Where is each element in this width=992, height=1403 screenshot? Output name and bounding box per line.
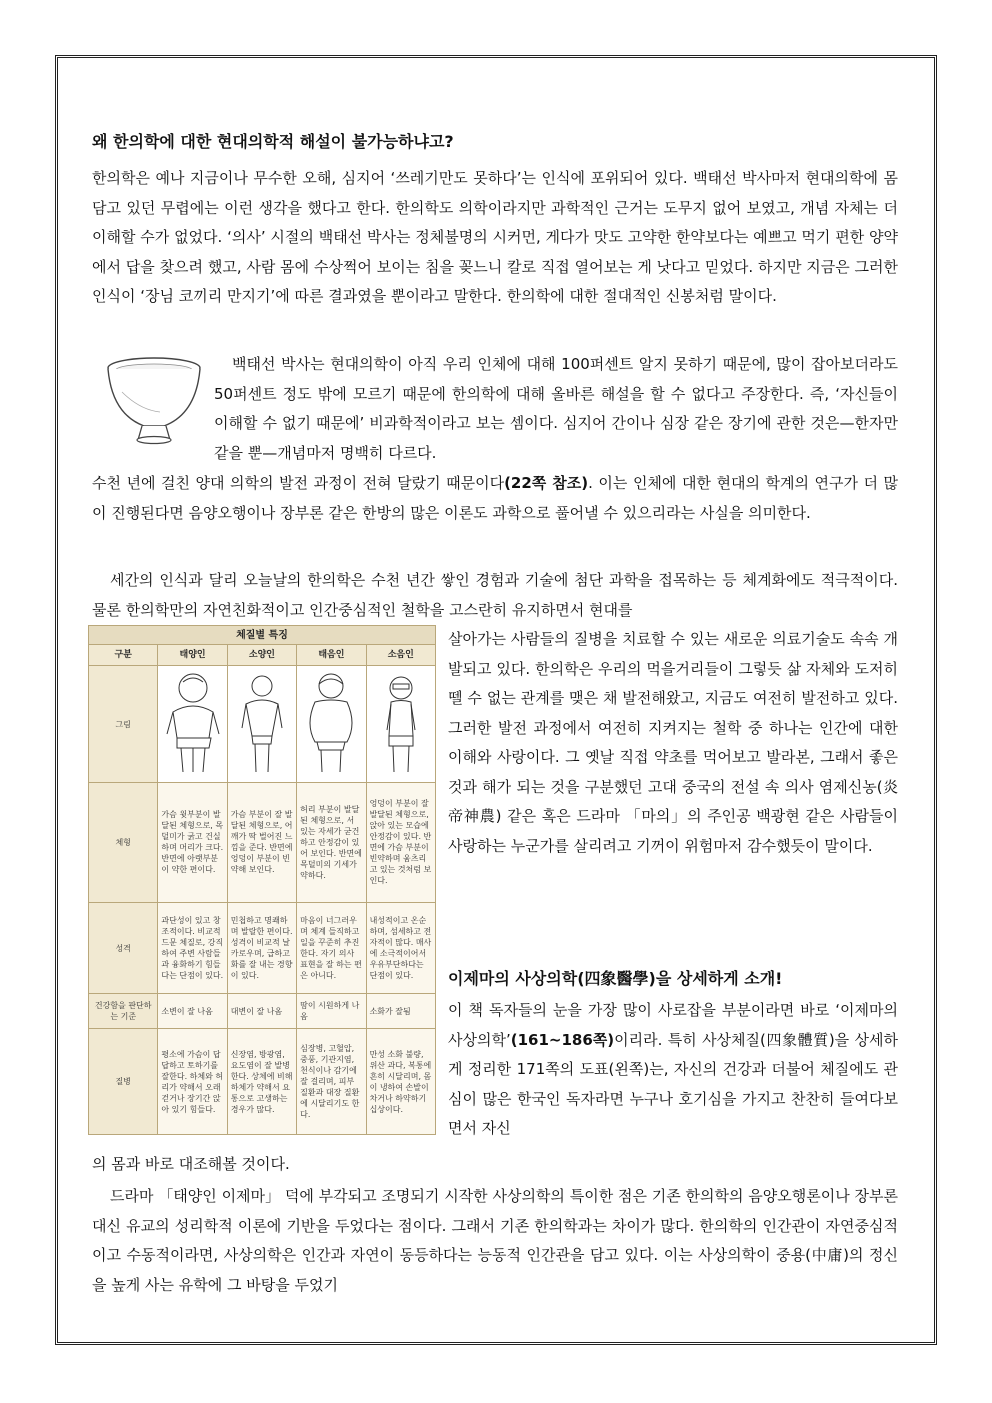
section-heading-1: 왜 한의학에 대한 현대의학적 해설이 불가능하냐고? xyxy=(92,132,454,151)
table-cell: 가슴 부분이 잘 발달된 체형으로, 어깨가 딱 벌어진 느낌을 준다. 반면에 엉덩이 부분이 빈약해 보인다. xyxy=(227,783,296,903)
table-header: 소양인 xyxy=(227,645,296,666)
row-label: 건강함을 판단하는 기준 xyxy=(89,994,158,1029)
table-cell: 내성적이고 온순하며, 섬세하고 전자적이 많다. 매사에 소극적이어서 우유부단하다는 단점이 있다. xyxy=(366,902,435,994)
figure-cell xyxy=(227,666,296,783)
table-cell: 허리 부분이 발달된 체형으로, 서 있는 자세가 굳건하고 안정감이 있어 보인다. 반면에 목덜미의 기세가 약하다. xyxy=(297,783,366,903)
table-cell: 만성 소화 불량, 위산 과다, 복통에 흔히 시달리며, 몸이 냉하여 손발이 차거나 하약하기 십상이다. xyxy=(366,1029,435,1135)
figure-cell xyxy=(297,666,366,783)
table-cell: 신장염, 방광염, 요도염이 잘 발병한다. 상체에 비해 하체가 약해서 요통으로 고생하는 경우가 많다. xyxy=(227,1029,296,1135)
paragraph-wrapped: 백태선 박사는 현대의학이 아직 우리 인체에 대해 100퍼센트 알지 못하기 때문에, 많이 잡아보더라도 50퍼센트 정도 밖에 모르기 때문에 한의학에 대해 올바른 해설을 할 수 없다고 주장한다. 즉, ‘자신들이 이해할 수 없기 때문에’ 비과학적이라고 보는 셈이다. 심지어 간이나 심장 같은 장기에 관한 것은—한자만 같을 뿐—개념마저 명백히 다르다. xyxy=(214,355,898,462)
table-title: 체질별 특징 xyxy=(89,626,436,645)
paragraph xyxy=(92,469,898,528)
paragraph-beside-table xyxy=(448,996,898,1144)
body-type-figure-icon xyxy=(163,672,223,776)
figure-cell xyxy=(158,666,227,783)
body-type-figure-icon xyxy=(301,672,361,776)
table-cell: 민첩하고 명쾌하며 발랄한 편이다. 성격이 비교적 날카로우며, 급하고 화를 잘 내는 경향이 있다. xyxy=(227,902,296,994)
section-heading-2: 이제마의 사상의학(四象醫學)을 상세하게 소개! xyxy=(448,969,783,988)
page-reference: (161~186쪽) xyxy=(510,1030,615,1049)
row-label: 성격 xyxy=(89,902,158,994)
table-cell: 대변이 잘 나옴 xyxy=(227,994,296,1029)
table-cell: 심장병, 고혈압, 중풍, 기관지염, 천식이나 감기에 잘 걸리며, 피부 질환과 대장 질환에 시달리기도 한다. xyxy=(297,1029,366,1135)
bowl-illustration-icon xyxy=(100,352,208,452)
body-type-figure-icon xyxy=(373,672,429,776)
row-label: 체형 xyxy=(89,783,158,903)
table-cell: 땀이 시원하게 나옴 xyxy=(297,994,366,1029)
page-reference: (22쪽 참조) xyxy=(504,474,589,492)
table-cell: 소화가 잘됨 xyxy=(366,994,435,1029)
table-header: 소음인 xyxy=(366,645,435,666)
table-cell: 마음이 너그러우며 체계 들직하고 일을 꾸준히 추진한다. 자기 의사 표현을 잘 하는 편은 아니다. xyxy=(297,902,366,994)
paragraph: 의 몸과 바로 대조해볼 것이다. xyxy=(92,1155,290,1173)
table-header: 구분 xyxy=(89,645,158,666)
table-cell: 엉덩이 부분이 잘 발달된 체형으로, 앉아 있는 모습에 안정감이 있다. 반면에 가슴 부분이 빈약하며 움츠리고 있는 것처럼 보인다. xyxy=(366,783,435,903)
table-cell: 평소에 가슴이 답답하고 토하기를 잘한다. 하체와 허리가 약해서 오래 걷거나 장기간 앉아 있기 힘들다. xyxy=(158,1029,227,1135)
text-run: 수천 년에 걸친 양대 의학의 발전 과정이 전혀 달랐기 때문이다 xyxy=(92,474,505,492)
table-cell: 가슴 윗부분이 발달된 체형으로, 목덜미가 굵고 건실하며 머리가 크다. 반면에 아랫부분이 약한 편이다. xyxy=(158,783,227,903)
paragraph: 한의학은 예나 지금이나 무수한 오해, 심지어 ‘쓰레기만도 못하다’는 인식에 포위되어 있다. 백태선 박사마저 현대의학에 몸담고 있던 무렵에는 이런 생각을 했다고 한다. 한의학도 의학이라지만 과학적인 근거는 도무지 없어 보였고, 개념 자체는 더 이해할 수가 없었다. ‘의사’ 시절의 백태선 박사는 정체불명의 시커먼, 게다가 맛도 고약한 한약보다는 예쁘고 먹기 편한 양약에서 답을 찾으려 했고, 사람 몸에 수상쩍어 보이는 침을 꽂느니 칼로 직접 열어보는 게 낫다고 믿었다. 하지만 지금은 그러한 인식이 ‘장님 코끼리 만지기’에 따른 결과였을 뿐이라고 말한다. 한의학에 대한 절대적인 신봉처럼 말이다. xyxy=(92,169,898,305)
row-label: 그림 xyxy=(89,666,158,783)
table-cell: 소변이 잘 나옴 xyxy=(158,994,227,1029)
paragraph: 세간의 인식과 달리 오늘날의 한의학은 수천 년간 쌓인 경험과 기술에 첨단 과학을 접목하는 등 체계화에도 적극적이다. 물론 한의학만의 자연친화적이고 인간중심적인 철학을 고스란히 유지하면서 현대를 xyxy=(92,571,898,619)
text-run: 이 책 독자들의 눈을 가장 많이 사로잡을 부분이라면 바로 ‘이제마의 사상의학’ xyxy=(448,1001,898,1049)
text-run: . 이는 인체에 대한 현대의 학계의 연구가 더 많이 진행된다면 음양오행이나 장부론 같은 한방의 많은 이론도 과학으로 풀어낼 수 있으리라는 사실을 의미한다. xyxy=(92,474,898,522)
paragraph: 드라마 「태양인 이제마」 덕에 부각되고 조명되기 시작한 사상의학의 특이한 점은 기존 한의학의 음양오행론이나 장부론 대신 유교의 성리학적 이론에 기반을 두었다는 점이다. 그래서 기존 한의학과는 차이가 많다. 한의학의 인간관이 자연중심적이고 수동적이라면, 사상의학은 인간과 자연이 동등하다는 능동적 인간관을 담고 있다. 이는 사상의학이 중용(中庸)의 정신을 높게 사는 유학에 그 바탕을 두었기 xyxy=(92,1187,898,1294)
row-label: 질병 xyxy=(89,1029,158,1135)
table-cell: 과단성이 있고 창조적이다. 비교적 드문 체질로, 강직하여 주변 사람들과 융화하기 힘들다는 단점이 있다. xyxy=(158,902,227,994)
table-header: 태음인 xyxy=(297,645,366,666)
paragraph-beside-table: 살아가는 사람들의 질병을 치료할 수 있는 새로운 의료기술도 속속 개발되고 있다. 한의학은 우리의 먹을거리들이 그렇듯 삶 자체와 도저히 뗄 수 없는 관계를 맺은 채 발전해왔고, 지금도 여전히 발전하고 있다. 그러한 발전 과정에서 여전히 지켜지는 철학 중 하나는 인간에 대한 이해와 사랑이다. 그 옛날 직접 약초를 먹어보고 발라본, 그래서 좋은 것과 해가 되는 것을 구분했던 고대 중국의 전설 속 의사 염제신농(炎帝神農) 같은 혹은 드라마 「마의」의 주인공 백광현 같은 사람들이 사랑하는 누군가를 살리려고 기꺼이 위험마저 감수했듯이 말이다. xyxy=(448,630,898,855)
constitution-table xyxy=(88,625,436,1135)
figure-cell xyxy=(366,666,435,783)
table-header: 태양인 xyxy=(158,645,227,666)
body-type-figure-icon xyxy=(234,672,290,776)
text-run: 이리라. 특히 사상체질(四象體質)을 상세하게 정리한 171쪽의 도표(왼쪽)는, 자신의 건강과 더불어 체질에도 관심이 많은 한국인 독자라면 누구나 호기심을 가지고 찬찬히 들여다보면서 자신 xyxy=(448,1030,898,1137)
